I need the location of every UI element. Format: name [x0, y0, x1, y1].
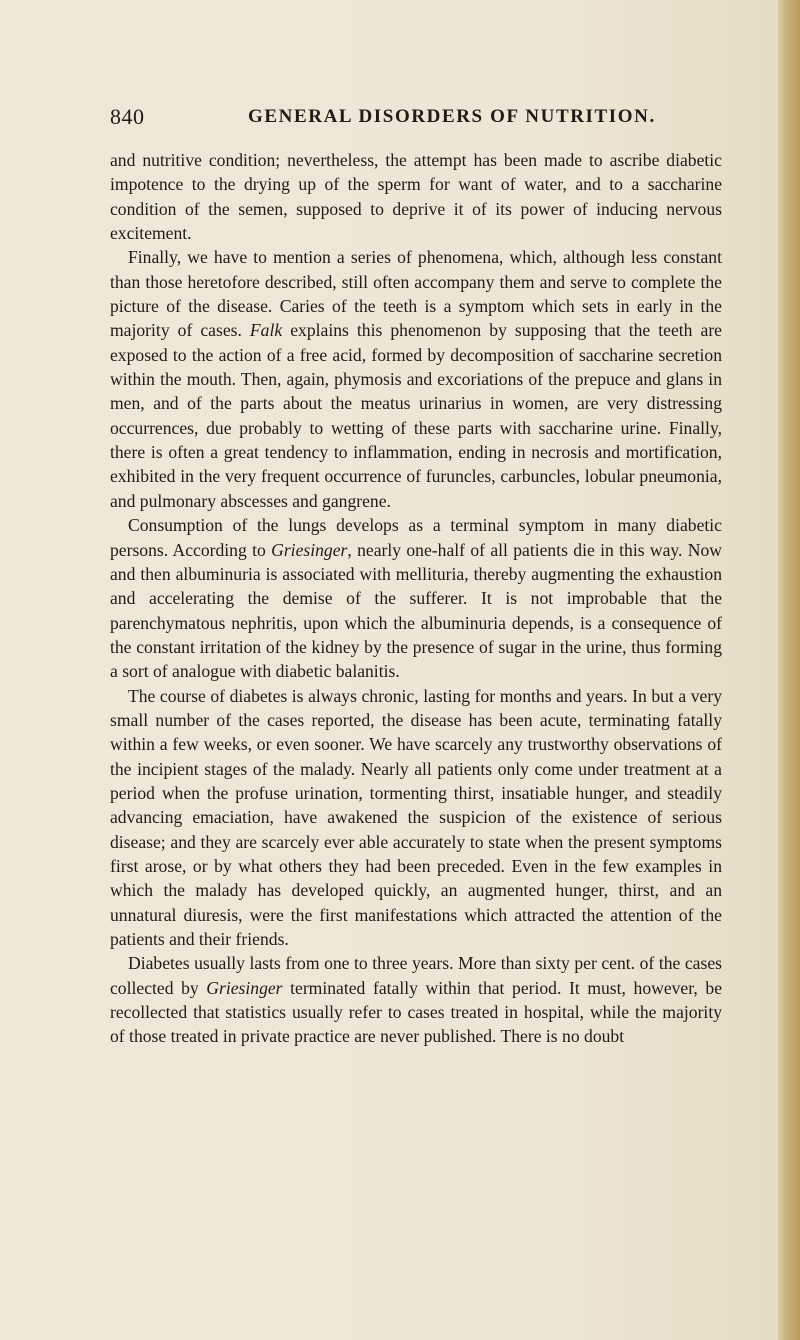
text-segment: terminated fatally within that period. It must, however, be recollected that statistics usually refer to cases treated in hospital, while the majority of those treated in private practice are never published. There is no doubt	[110, 977, 722, 1047]
paragraph-2	[110, 245, 722, 513]
text-segment: explains this phenomenon by supposing that the teeth are exposed to the action of a free acid, formed by decomposition of saccharine secretion within the mouth. Then, again, phymosis and excoriations of the prepuce and glans in men, and of the parts about the meatus urinarius in women, are very distressing occurrences, due probably to wetting of these parts with saccharine urine. Finally, there is often a great tendency to inflammation, ending in necrosis and mortification, exhibited in the very frequent occurrence of furuncles, carbuncles, lobular pneumonia, and pulmonary abscesses and gangrene.	[110, 320, 722, 511]
text-segment: The course of diabetes is always chronic, lasting for months and years. In but a very small number of the cases reported, the disease has been acute, terminating fatally within a few weeks, or even sooner. We have scarcely any trustworthy observations of the incipient stages of the malady. Nearly all patients only come under treatment at a period when the profuse urination, tormenting thirst, insatiable hunger, and steadily advancing emaciation, have awakened the suspicion of the existence of serious disease; and they are scarcely ever able accurately to state when the present symptoms first arose, or by what others they had been preceded. Even in the few examples in which the malady has developed quickly, an augmented hunger, thirst, and an unnatural diuresis, were the first manifestations which attracted the attention of the patients and their friends.	[110, 685, 722, 949]
page-number: 840	[110, 104, 145, 129]
paragraph-1	[110, 148, 722, 245]
text-segment: and nutritive condition; nevertheless, the attempt has been made to ascribe diabetic impotence to the drying up of the sperm for want of water, and to a saccharine condition of the semen, supposed to deprive it of its power of inducing nervous excitement.	[110, 150, 722, 244]
text-segment: , nearly one-half of all patients die in this way. Now and then albuminuria is associated with mellituria, thereby augmenting the exhaustion and accelerating the demise of the sufferer. It is not improbable that the parenchymatous nephritis, upon which the albuminuria depends, is a consequence of the constant irritation of the kidney by the presence of sugar in the urine, thus forming a sort of analogue with diabetic balanitis.	[110, 539, 722, 682]
author-name: Falk	[249, 320, 283, 341]
author-name: Griesinger	[271, 539, 348, 560]
page-header	[110, 104, 710, 134]
text-segment: Diabetes usually lasts from one to three years. More than sixty per cent. of the cases collected by	[110, 953, 722, 998]
text-segment: Consumption of the lungs develops as a terminal symptom in many diabetic persons. According to	[110, 515, 722, 560]
author-name: Griesinger	[206, 977, 283, 998]
text-segment: Finally, we have to mention a series of phenomena, which, although less constant than those heretofore described, still often accompany them and serve to complete the picture of the disease. Caries of the teeth is a symptom which sets in early in the majority of cases.	[110, 247, 722, 341]
running-head: GENERAL DISORDERS OF NUTRITION.	[248, 106, 656, 127]
body-text	[110, 148, 722, 1049]
paragraph-4	[110, 684, 722, 952]
paragraph-5	[110, 951, 722, 1048]
paragraph-3	[110, 513, 722, 683]
page-edge	[778, 0, 800, 1340]
